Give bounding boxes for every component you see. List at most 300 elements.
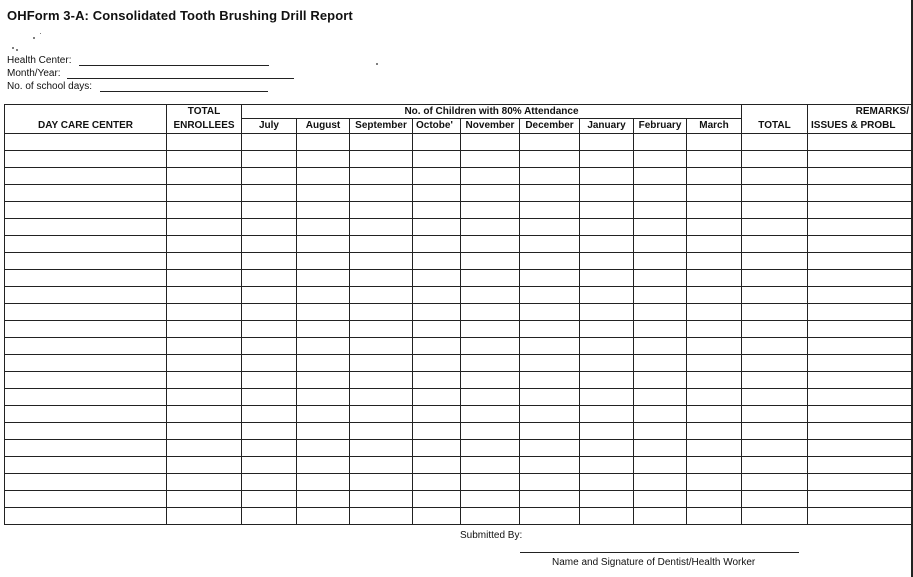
table-cell[interactable]: [580, 406, 634, 423]
table-cell[interactable]: [808, 151, 912, 168]
table-cell[interactable]: [634, 355, 687, 372]
table-cell[interactable]: [520, 151, 580, 168]
table-cell[interactable]: [634, 474, 687, 491]
table-cell[interactable]: [413, 236, 461, 253]
table-cell[interactable]: [297, 168, 350, 185]
table-cell[interactable]: [297, 236, 350, 253]
table-cell[interactable]: [242, 202, 297, 219]
table-cell[interactable]: [580, 185, 634, 202]
table-cell[interactable]: [634, 253, 687, 270]
table-cell[interactable]: [580, 287, 634, 304]
table-cell[interactable]: [808, 202, 912, 219]
table-cell[interactable]: [634, 423, 687, 440]
table-cell[interactable]: [297, 202, 350, 219]
table-cell[interactable]: [350, 338, 413, 355]
table-cell[interactable]: [580, 423, 634, 440]
table-cell[interactable]: [242, 423, 297, 440]
table-cell[interactable]: [350, 440, 413, 457]
table-cell[interactable]: [580, 304, 634, 321]
table-cell[interactable]: [5, 134, 167, 151]
table-cell[interactable]: [580, 134, 634, 151]
table-cell[interactable]: [461, 355, 520, 372]
table-cell[interactable]: [242, 406, 297, 423]
table-cell[interactable]: [413, 491, 461, 508]
table-cell[interactable]: [634, 219, 687, 236]
table-cell[interactable]: [687, 508, 742, 525]
table-cell[interactable]: [634, 491, 687, 508]
table-cell[interactable]: [808, 440, 912, 457]
table-cell[interactable]: [167, 219, 242, 236]
table-cell[interactable]: [413, 253, 461, 270]
table-cell[interactable]: [808, 508, 912, 525]
table-cell[interactable]: [687, 270, 742, 287]
table-cell[interactable]: [350, 219, 413, 236]
table-cell[interactable]: [687, 287, 742, 304]
table-cell[interactable]: [808, 355, 912, 372]
table-cell[interactable]: [634, 202, 687, 219]
table-cell[interactable]: [461, 372, 520, 389]
table-cell[interactable]: [808, 338, 912, 355]
table-cell[interactable]: [350, 508, 413, 525]
table-cell[interactable]: [687, 202, 742, 219]
table-cell[interactable]: [808, 321, 912, 338]
table-cell[interactable]: [413, 338, 461, 355]
table-cell[interactable]: [461, 304, 520, 321]
table-cell[interactable]: [167, 202, 242, 219]
table-cell[interactable]: [350, 423, 413, 440]
table-cell[interactable]: [297, 491, 350, 508]
table-cell[interactable]: [242, 134, 297, 151]
table-cell[interactable]: [5, 253, 167, 270]
table-cell[interactable]: [634, 338, 687, 355]
table-cell[interactable]: [742, 508, 808, 525]
table-cell[interactable]: [5, 321, 167, 338]
table-cell[interactable]: [461, 457, 520, 474]
table-cell[interactable]: [520, 338, 580, 355]
table-cell[interactable]: [520, 202, 580, 219]
table-cell[interactable]: [520, 389, 580, 406]
table-cell[interactable]: [350, 474, 413, 491]
table-cell[interactable]: [167, 491, 242, 508]
table-cell[interactable]: [167, 338, 242, 355]
table-cell[interactable]: [461, 151, 520, 168]
table-cell[interactable]: [634, 372, 687, 389]
table-cell[interactable]: [580, 440, 634, 457]
table-cell[interactable]: [461, 253, 520, 270]
table-cell[interactable]: [687, 151, 742, 168]
table-cell[interactable]: [413, 508, 461, 525]
table-cell[interactable]: [634, 406, 687, 423]
table-cell[interactable]: [461, 168, 520, 185]
table-cell[interactable]: [634, 304, 687, 321]
table-cell[interactable]: [5, 304, 167, 321]
table-cell[interactable]: [808, 185, 912, 202]
table-cell[interactable]: [242, 287, 297, 304]
table-cell[interactable]: [742, 270, 808, 287]
table-cell[interactable]: [242, 372, 297, 389]
table-cell[interactable]: [413, 474, 461, 491]
table-cell[interactable]: [5, 236, 167, 253]
table-cell[interactable]: [5, 338, 167, 355]
table-cell[interactable]: [5, 406, 167, 423]
table-cell[interactable]: [520, 508, 580, 525]
table-cell[interactable]: [461, 491, 520, 508]
table-cell[interactable]: [413, 168, 461, 185]
table-cell[interactable]: [242, 321, 297, 338]
table-cell[interactable]: [350, 134, 413, 151]
table-cell[interactable]: [413, 321, 461, 338]
table-cell[interactable]: [520, 304, 580, 321]
table-cell[interactable]: [297, 338, 350, 355]
table-cell[interactable]: [242, 219, 297, 236]
table-cell[interactable]: [461, 287, 520, 304]
school-days-field[interactable]: [7, 81, 92, 93]
table-cell[interactable]: [580, 474, 634, 491]
table-cell[interactable]: [297, 270, 350, 287]
table-cell[interactable]: [350, 168, 413, 185]
table-cell[interactable]: [461, 202, 520, 219]
table-cell[interactable]: [580, 321, 634, 338]
table-cell[interactable]: [808, 253, 912, 270]
table-cell[interactable]: [580, 355, 634, 372]
table-cell[interactable]: [461, 236, 520, 253]
table-cell[interactable]: [350, 457, 413, 474]
table-cell[interactable]: [520, 253, 580, 270]
table-cell[interactable]: [742, 219, 808, 236]
table-cell[interactable]: [167, 134, 242, 151]
table-cell[interactable]: [580, 508, 634, 525]
table-cell[interactable]: [297, 185, 350, 202]
table-cell[interactable]: [167, 457, 242, 474]
table-cell[interactable]: [413, 406, 461, 423]
table-cell[interactable]: [167, 389, 242, 406]
table-cell[interactable]: [297, 151, 350, 168]
table-cell[interactable]: [808, 491, 912, 508]
table-cell[interactable]: [580, 389, 634, 406]
table-cell[interactable]: [413, 270, 461, 287]
table-cell[interactable]: [413, 423, 461, 440]
table-cell[interactable]: [461, 185, 520, 202]
table-cell[interactable]: [167, 508, 242, 525]
table-cell[interactable]: [5, 474, 167, 491]
table-cell[interactable]: [580, 202, 634, 219]
table-cell[interactable]: [808, 134, 912, 151]
table-cell[interactable]: [634, 151, 687, 168]
table-cell[interactable]: [297, 219, 350, 236]
table-cell[interactable]: [742, 423, 808, 440]
table-cell[interactable]: [461, 423, 520, 440]
table-cell[interactable]: [520, 321, 580, 338]
table-cell[interactable]: [742, 287, 808, 304]
table-cell[interactable]: [742, 134, 808, 151]
table-cell[interactable]: [461, 474, 520, 491]
table-cell[interactable]: [5, 372, 167, 389]
table-cell[interactable]: [297, 372, 350, 389]
table-cell[interactable]: [580, 491, 634, 508]
table-cell[interactable]: [167, 304, 242, 321]
table-cell[interactable]: [580, 219, 634, 236]
table-cell[interactable]: [742, 338, 808, 355]
table-cell[interactable]: [687, 423, 742, 440]
table-cell[interactable]: [520, 185, 580, 202]
table-cell[interactable]: [580, 270, 634, 287]
table-cell[interactable]: [808, 304, 912, 321]
table-cell[interactable]: [461, 508, 520, 525]
table-cell[interactable]: [461, 219, 520, 236]
table-cell[interactable]: [742, 321, 808, 338]
table-cell[interactable]: [461, 389, 520, 406]
table-cell[interactable]: [634, 185, 687, 202]
table-cell[interactable]: [413, 440, 461, 457]
table-cell[interactable]: [350, 253, 413, 270]
table-cell[interactable]: [687, 338, 742, 355]
table-cell[interactable]: [242, 236, 297, 253]
table-cell[interactable]: [350, 304, 413, 321]
table-cell[interactable]: [242, 151, 297, 168]
table-cell[interactable]: [808, 406, 912, 423]
table-cell[interactable]: [350, 202, 413, 219]
table-cell[interactable]: [687, 168, 742, 185]
table-cell[interactable]: [5, 185, 167, 202]
table-cell[interactable]: [634, 270, 687, 287]
table-cell[interactable]: [167, 253, 242, 270]
table-cell[interactable]: [520, 491, 580, 508]
table-cell[interactable]: [413, 219, 461, 236]
table-cell[interactable]: [350, 287, 413, 304]
table-cell[interactable]: [350, 406, 413, 423]
health-center-field[interactable]: [7, 55, 71, 67]
table-cell[interactable]: [808, 457, 912, 474]
table-cell[interactable]: [242, 270, 297, 287]
table-cell[interactable]: [520, 457, 580, 474]
table-cell[interactable]: [350, 236, 413, 253]
table-cell[interactable]: [808, 423, 912, 440]
table-cell[interactable]: [687, 304, 742, 321]
table-cell[interactable]: [634, 457, 687, 474]
table-cell[interactable]: [5, 389, 167, 406]
table-cell[interactable]: [5, 423, 167, 440]
table-cell[interactable]: [461, 270, 520, 287]
table-cell[interactable]: [297, 508, 350, 525]
table-cell[interactable]: [297, 304, 350, 321]
table-cell[interactable]: [742, 202, 808, 219]
table-cell[interactable]: [242, 508, 297, 525]
table-cell[interactable]: [413, 185, 461, 202]
table-cell[interactable]: [242, 440, 297, 457]
table-cell[interactable]: [634, 168, 687, 185]
table-cell[interactable]: [808, 236, 912, 253]
table-cell[interactable]: [742, 355, 808, 372]
table-cell[interactable]: [520, 440, 580, 457]
table-cell[interactable]: [808, 287, 912, 304]
table-cell[interactable]: [520, 219, 580, 236]
table-cell[interactable]: [461, 406, 520, 423]
table-cell[interactable]: [742, 151, 808, 168]
table-cell[interactable]: [461, 321, 520, 338]
table-cell[interactable]: [687, 219, 742, 236]
table-cell[interactable]: [461, 440, 520, 457]
table-cell[interactable]: [520, 134, 580, 151]
table-cell[interactable]: [687, 253, 742, 270]
table-cell[interactable]: [350, 270, 413, 287]
table-cell[interactable]: [167, 151, 242, 168]
table-cell[interactable]: [242, 474, 297, 491]
table-cell[interactable]: [413, 355, 461, 372]
table-cell[interactable]: [413, 134, 461, 151]
table-cell[interactable]: [5, 202, 167, 219]
table-cell[interactable]: [413, 457, 461, 474]
table-cell[interactable]: [687, 474, 742, 491]
table-cell[interactable]: [350, 185, 413, 202]
month-year-field[interactable]: [7, 68, 61, 80]
table-cell[interactable]: [742, 389, 808, 406]
table-cell[interactable]: [167, 406, 242, 423]
table-cell[interactable]: [742, 168, 808, 185]
table-cell[interactable]: [297, 406, 350, 423]
table-cell[interactable]: [350, 321, 413, 338]
table-cell[interactable]: [167, 321, 242, 338]
table-cell[interactable]: [297, 321, 350, 338]
table-cell[interactable]: [580, 253, 634, 270]
table-cell[interactable]: [520, 474, 580, 491]
table-cell[interactable]: [5, 219, 167, 236]
table-cell[interactable]: [634, 134, 687, 151]
table-cell[interactable]: [687, 236, 742, 253]
table-cell[interactable]: [297, 474, 350, 491]
table-cell[interactable]: [5, 287, 167, 304]
table-cell[interactable]: [350, 372, 413, 389]
table-cell[interactable]: [350, 389, 413, 406]
table-cell[interactable]: [520, 423, 580, 440]
table-cell[interactable]: [580, 168, 634, 185]
table-cell[interactable]: [413, 287, 461, 304]
table-cell[interactable]: [580, 236, 634, 253]
table-cell[interactable]: [350, 491, 413, 508]
table-cell[interactable]: [580, 372, 634, 389]
table-cell[interactable]: [580, 151, 634, 168]
table-cell[interactable]: [687, 185, 742, 202]
table-cell[interactable]: [297, 389, 350, 406]
table-cell[interactable]: [687, 355, 742, 372]
table-cell[interactable]: [297, 287, 350, 304]
table-cell[interactable]: [520, 236, 580, 253]
table-cell[interactable]: [634, 508, 687, 525]
table-cell[interactable]: [520, 355, 580, 372]
table-cell[interactable]: [5, 440, 167, 457]
table-cell[interactable]: [242, 389, 297, 406]
table-cell[interactable]: [742, 236, 808, 253]
table-cell[interactable]: [808, 389, 912, 406]
table-cell[interactable]: [167, 185, 242, 202]
table-cell[interactable]: [742, 474, 808, 491]
table-cell[interactable]: [808, 219, 912, 236]
table-cell[interactable]: [742, 457, 808, 474]
table-cell[interactable]: [5, 508, 167, 525]
table-cell[interactable]: [687, 389, 742, 406]
table-cell[interactable]: [167, 168, 242, 185]
table-cell[interactable]: [520, 270, 580, 287]
table-cell[interactable]: [520, 168, 580, 185]
table-cell[interactable]: [461, 338, 520, 355]
table-cell[interactable]: [808, 372, 912, 389]
table-cell[interactable]: [808, 474, 912, 491]
table-cell[interactable]: [5, 168, 167, 185]
table-cell[interactable]: [742, 491, 808, 508]
table-cell[interactable]: [634, 236, 687, 253]
table-cell[interactable]: [634, 321, 687, 338]
table-cell[interactable]: [742, 372, 808, 389]
table-cell[interactable]: [413, 202, 461, 219]
table-cell[interactable]: [5, 491, 167, 508]
table-cell[interactable]: [413, 304, 461, 321]
table-cell[interactable]: [297, 253, 350, 270]
table-cell[interactable]: [242, 355, 297, 372]
table-cell[interactable]: [742, 304, 808, 321]
table-cell[interactable]: [5, 151, 167, 168]
table-cell[interactable]: [242, 491, 297, 508]
table-cell[interactable]: [808, 270, 912, 287]
table-cell[interactable]: [413, 151, 461, 168]
table-cell[interactable]: [242, 338, 297, 355]
table-cell[interactable]: [167, 236, 242, 253]
table-cell[interactable]: [687, 372, 742, 389]
table-cell[interactable]: [167, 287, 242, 304]
table-cell[interactable]: [580, 338, 634, 355]
table-cell[interactable]: [742, 185, 808, 202]
table-cell[interactable]: [580, 457, 634, 474]
table-cell[interactable]: [5, 355, 167, 372]
table-cell[interactable]: [520, 406, 580, 423]
table-cell[interactable]: [687, 491, 742, 508]
table-cell[interactable]: [687, 440, 742, 457]
table-cell[interactable]: [520, 372, 580, 389]
table-cell[interactable]: [520, 287, 580, 304]
table-cell[interactable]: [242, 457, 297, 474]
table-cell[interactable]: [242, 168, 297, 185]
table-cell[interactable]: [413, 389, 461, 406]
table-cell[interactable]: [687, 457, 742, 474]
table-cell[interactable]: [634, 287, 687, 304]
table-cell[interactable]: [167, 474, 242, 491]
table-cell[interactable]: [167, 440, 242, 457]
table-cell[interactable]: [742, 440, 808, 457]
table-cell[interactable]: [167, 372, 242, 389]
table-cell[interactable]: [413, 372, 461, 389]
table-cell[interactable]: [5, 270, 167, 287]
table-cell[interactable]: [687, 134, 742, 151]
table-cell[interactable]: [350, 355, 413, 372]
table-cell[interactable]: [167, 423, 242, 440]
table-cell[interactable]: [5, 457, 167, 474]
table-cell[interactable]: [687, 406, 742, 423]
table-cell[interactable]: [242, 253, 297, 270]
table-cell[interactable]: [742, 406, 808, 423]
table-cell[interactable]: [350, 151, 413, 168]
table-cell[interactable]: [242, 304, 297, 321]
table-cell[interactable]: [297, 134, 350, 151]
table-cell[interactable]: [634, 389, 687, 406]
table-cell[interactable]: [297, 440, 350, 457]
table-cell[interactable]: [461, 134, 520, 151]
table-cell[interactable]: [297, 457, 350, 474]
signature-line[interactable]: [520, 552, 799, 553]
table-cell[interactable]: [242, 185, 297, 202]
table-cell[interactable]: [742, 253, 808, 270]
table-cell[interactable]: [808, 168, 912, 185]
table-cell[interactable]: [687, 321, 742, 338]
table-cell[interactable]: [634, 440, 687, 457]
table-cell[interactable]: [297, 423, 350, 440]
